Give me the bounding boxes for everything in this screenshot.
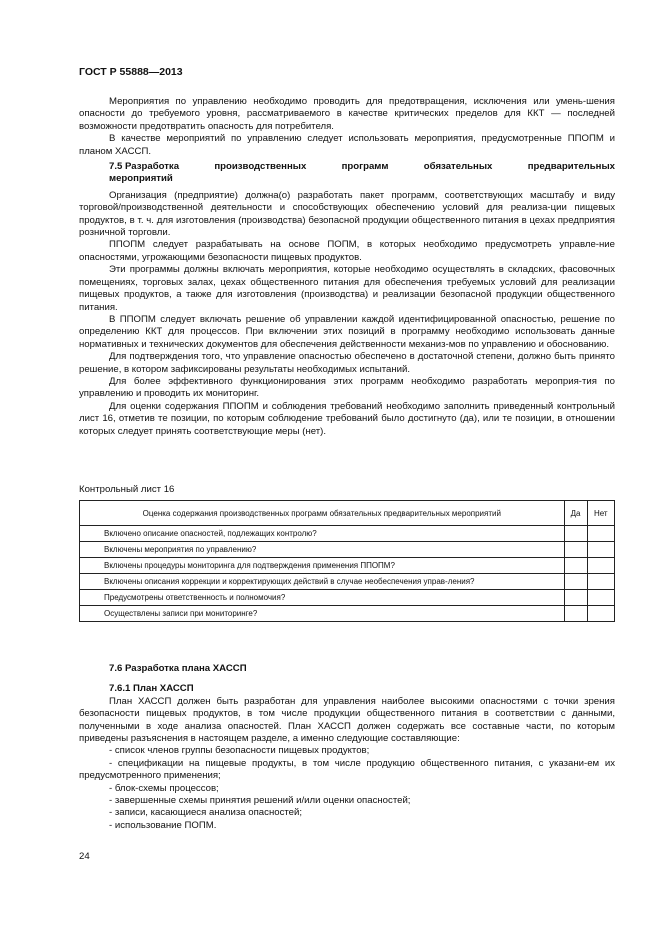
paragraph: План ХАССП должен быть разработан для управления наиболее высокими опасностями с точки зрения безопасности пищевых продуктов, в том числе продукции общественного питания в соответствии с данными, полученными в ходе анализа опасностей. План ХАССП должен содержать все составные части, по которым приведены разъяснения в настоящем разделе, а именно следующие составляющие: (79, 695, 615, 745)
header-yes: Да (564, 501, 587, 526)
list-item: - список членов группы безопасности пищевых продуктов; (109, 745, 370, 757)
yes-cell (564, 558, 587, 574)
heading-word: 7.5 Разработка (109, 161, 180, 173)
table-row (80, 606, 615, 622)
section-7-5-heading-line2: мероприятий (109, 173, 173, 185)
paragraph: Организация (предприятие) должна(о) разработать пакет программ, соответствующих масштабу и виду торговой/производственной деятельности и способствующих обеспечению условий для реализа-ции пищевых продуктов, в т. ч. для изготовления (производства) безопасной продукции общественного питания в цехах предприятия розничной торговли. (79, 189, 615, 239)
section-7-5-heading (79, 161, 615, 173)
no-cell (587, 558, 614, 574)
header-item: Оценка содержания производственных программ обязательных предварительных мероприятий (80, 501, 565, 526)
section-7-6-1-heading: 7.6.1 План ХАССП (109, 683, 194, 695)
no-cell (587, 590, 614, 606)
checklist-table (79, 500, 615, 622)
paragraph: Для оценки содержания ППОПМ и соблюдения требований необходимо заполнить приведенный контрольный лист 16, отметив те позиции, по которым соблюдение требований было достигнуто (да), или те позиции, в отношении которых следует принять соответствующие меры (нет). (79, 400, 615, 437)
paragraph: ППОПМ следует разрабатывать на основе ПОПМ, в которых необходимо предусмотреть управле-ние опасностями, угрожающими безопасности пищевых продуктов. (79, 239, 615, 263)
paragraph: Мероприятия по управлению необходимо проводить для предотвращения, исключения или умень-шения опасности до требуемого уровня, рассматриваемого в качестве критических пределов для ККТ — последней возможности предотвратить опасность для потребителя. (79, 96, 615, 132)
heading-word: обязательных (423, 161, 493, 173)
paragraph: В ППОПМ следует включать решение об управлении каждой идентифицированной опасностью, решение по определению ККТ для процессов. При включении этих позиций в программу необходимо использовать данные нормативных и технических документов для обеспечения действенности механиз-мов по управлению и обоснованию. (79, 313, 615, 350)
yes-cell (564, 590, 587, 606)
yes-cell (564, 606, 587, 622)
table-row (80, 590, 615, 606)
main-text (79, 96, 615, 438)
no-cell (587, 542, 614, 558)
paragraph: Эти программы должны включать мероприятия, которые необходимо осуществлять в складских, фасовочных помещениях, торговых залах, цехах общественного питания для обеспечения требуемых условий для реализации пищевых продуктов, а также для изготовления (производства) и реализации безопасной продукции общественного питания. (79, 264, 615, 313)
page-header: ГОСТ Р 55888—2013 (79, 66, 183, 78)
heading-word: программ (341, 161, 389, 173)
yes-cell (564, 526, 587, 542)
no-cell (587, 574, 614, 590)
table-row (80, 526, 615, 542)
section-7-6 (79, 663, 615, 832)
paragraph: Для подтверждения того, что управление опасностью обеспечено в достаточной степени, должно быть принято решение, в котором зафиксированы результаты необходимых испытаний. (79, 351, 615, 375)
paragraph: В качестве мероприятий по управлению следует использовать мероприятия, предусмотренные ППОПМ и планом ХАССП. (79, 133, 615, 157)
list-item: - записи, касающиеся анализа опасностей; (109, 807, 303, 819)
list-item: - использование ПОПМ. (109, 819, 217, 831)
list-item: - спецификации на пищевые продукты, в том числе продукцию общественного питания, с указани-ем их предусмотренного применения; (79, 757, 615, 782)
row-question: Включены мероприятия по управлению? (80, 542, 565, 558)
heading-word: производственных (214, 161, 307, 173)
row-question: Включены процедуры мониторинга для подтверждения применения ППОПМ? (80, 558, 565, 574)
table-header-row (80, 501, 615, 526)
list-item: - завершенные схемы принятия решений и/или оценки опасностей; (109, 795, 411, 807)
no-cell (587, 526, 614, 542)
row-question: Включено описание опасностей, подлежащих контролю? (80, 526, 565, 542)
heading-word: предварительных (527, 161, 615, 173)
table-row (80, 558, 615, 574)
checklist-caption: Контрольный лист 16 (79, 484, 175, 495)
row-question: Предусмотрены ответственность и полномочия? (80, 590, 565, 606)
page-number: 24 (79, 851, 90, 862)
row-question: Осуществлены записи при мониторинге? (80, 606, 565, 622)
row-question: Включены описания коррекции и корректирующих действий в случае необеспечения управ-ления? (80, 574, 565, 590)
header-no: Нет (587, 501, 614, 526)
yes-cell (564, 542, 587, 558)
yes-cell (564, 574, 587, 590)
no-cell (587, 606, 614, 622)
section-7-6-heading: 7.6 Разработка плана ХАССП (109, 663, 247, 674)
table-row (80, 574, 615, 590)
table-row (80, 542, 615, 558)
paragraph: Для более эффективного функционирования этих программ необходимо разработать мероприя-тия по управлению и проводить их мониторинг. (79, 375, 615, 400)
list-item: - блок-схемы процессов; (109, 782, 219, 794)
